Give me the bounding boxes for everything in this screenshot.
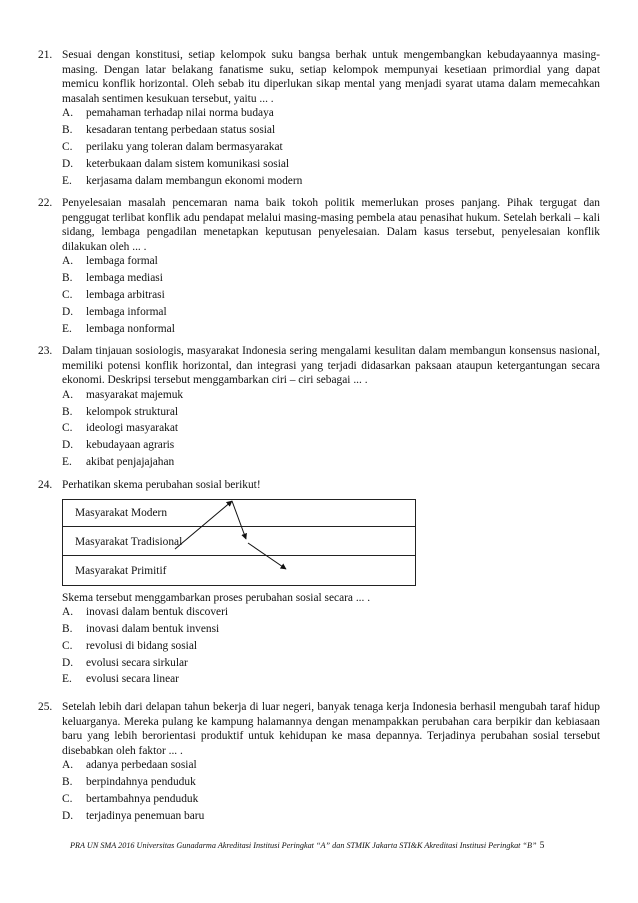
option-c: C. revolusi di bidang sosial bbox=[62, 639, 198, 652]
question-24 bbox=[38, 478, 600, 689]
options-list bbox=[62, 758, 600, 825]
option-d: D. keterbukaan dalam sistem komunikasi sosial bbox=[62, 157, 290, 170]
option-a: A. pemahaman terhadap nilai norma budaya bbox=[62, 107, 274, 120]
question-22 bbox=[38, 196, 600, 338]
option-d: D. evolusi secara sirkular bbox=[62, 656, 188, 669]
option-d: D. terjadinya penemuan baru bbox=[62, 809, 205, 822]
diagram-question: Skema tersebut menggambarkan proses perubahan sosial secara ... . bbox=[62, 591, 371, 604]
question-number: 23. bbox=[38, 345, 53, 357]
diagram-row-modern: Masyarakat Modern bbox=[62, 499, 416, 527]
options-list bbox=[62, 106, 600, 190]
option-a: A. inovasi dalam bentuk discoveri bbox=[62, 606, 229, 619]
option-b: B. kelompok struktural bbox=[62, 405, 179, 418]
question-number: 25. bbox=[38, 701, 53, 713]
arrow-down-1 bbox=[232, 501, 246, 539]
footer-text: PRA UN SMA 2016 Universitas Gunadarma Akreditasi Institusi Peringkat “A” dan STMIK Jakarta STI&K Akreditasi Institusi Peringkat “B” bbox=[70, 841, 537, 850]
diagram-row-traditional: Masyarakat Tradisional bbox=[62, 526, 416, 556]
option-c: C. perilaku yang toleran dalam bermasyarakat bbox=[62, 140, 283, 153]
option-b: B. inovasi dalam bentuk invensi bbox=[62, 622, 220, 635]
option-b: B. berpindahnya penduduk bbox=[62, 776, 196, 789]
options-list bbox=[62, 388, 600, 472]
page-footer bbox=[70, 841, 610, 851]
question-stem: Dalam tinjauan sosiologis, masyarakat Indonesia sering mengalami kesulitan dalam membangun konsensus nasional, memiliki potensi konflik horizontal, dan integrasi yang terjadi didasarkan paksaan ataupun ketergantungan secara ekonomi. Deskripsi tersebut menggambarkan ciri – ciri sebagai ... . bbox=[62, 345, 600, 387]
option-d: D. kebudayaan agraris bbox=[62, 439, 175, 452]
question-number: 24. bbox=[38, 479, 53, 491]
diagram-row-primitive: Masyarakat Primitif bbox=[62, 555, 416, 586]
option-c: C. lembaga arbitrasi bbox=[62, 288, 165, 301]
options-list bbox=[62, 254, 600, 338]
option-e: E. lembaga nonformal bbox=[62, 322, 175, 335]
arrow-up bbox=[175, 501, 232, 549]
arrow-down-2 bbox=[248, 543, 286, 569]
option-c: C. ideologi masyarakat bbox=[62, 422, 179, 435]
question-stem: Penyelesaian masalah pencemaran nama baik tokoh politik memerlukan proses panjang. Pihak tergugat dan penggugat terlibat konflik adu pendapat melalui masing-masing pembela atau penasihat hukum. Setelah berkali – kali sidang, lembaga pengadilan menetapkan keputusan penyelesaian. Dalam kasus tersebut, penyelesaian konflik dilakukan oleh ... . bbox=[62, 197, 600, 253]
option-e: E. akibat penjajajahan bbox=[62, 455, 175, 468]
diagram-arrows bbox=[62, 499, 416, 589]
page-number: 5 bbox=[539, 841, 545, 851]
question-number: 21. bbox=[38, 49, 53, 61]
question-stem: Sesuai dengan konstitusi, setiap kelompok suku bangsa berhak untuk mengembangkan kebudayaannya masing-masing. Dengan latar belakang fanatisme suku, setiap kelompok mempunyai kesetiaan primordial yang dapat memicu konflik horizontal. Oleh sebab itu diperlukan sikap mental yang menjadi syarat utama dalam memecahkan masalah sentimen kesukuan tersebut, yaitu ... . bbox=[62, 49, 600, 105]
question-stem: Setelah lebih dari delapan tahun bekerja di luar negeri, banyak tenaga kerja Indonesia berhasil mengubah taraf hidup keluarganya. Mereka pulang ke kampung halamannya dengan menampakkan perubahan cara berpikir dan kebiasaan baru yang lebih berorientasi produktif untuk kehidupan ke masa depannya. Terjadinya perubahan sosial tersebut disebabkan oleh faktor ... . bbox=[62, 701, 600, 757]
option-c: C. bertambahnya penduduk bbox=[62, 792, 199, 805]
question-21 bbox=[38, 48, 600, 190]
options-list bbox=[62, 605, 600, 689]
question-23 bbox=[38, 344, 600, 472]
option-a: A. masyarakat majemuk bbox=[62, 388, 184, 401]
option-b: B. lembaga mediasi bbox=[62, 272, 163, 285]
option-d: D. lembaga informal bbox=[62, 305, 167, 318]
option-a: A. adanya perbedaan sosial bbox=[62, 759, 197, 772]
question-number: 22. bbox=[38, 197, 53, 209]
question-stem: Perhatikan skema perubahan sosial berikut! bbox=[62, 479, 261, 491]
option-e: E. evolusi secara linear bbox=[62, 673, 179, 686]
question-25 bbox=[38, 700, 600, 826]
option-e: E. kerjasama dalam membangun ekonomi modern bbox=[62, 174, 303, 187]
option-a: A. lembaga formal bbox=[62, 255, 158, 268]
social-change-diagram bbox=[62, 499, 416, 589]
option-b: B. kesadaran tentang perbedaan status sosial bbox=[62, 124, 276, 137]
